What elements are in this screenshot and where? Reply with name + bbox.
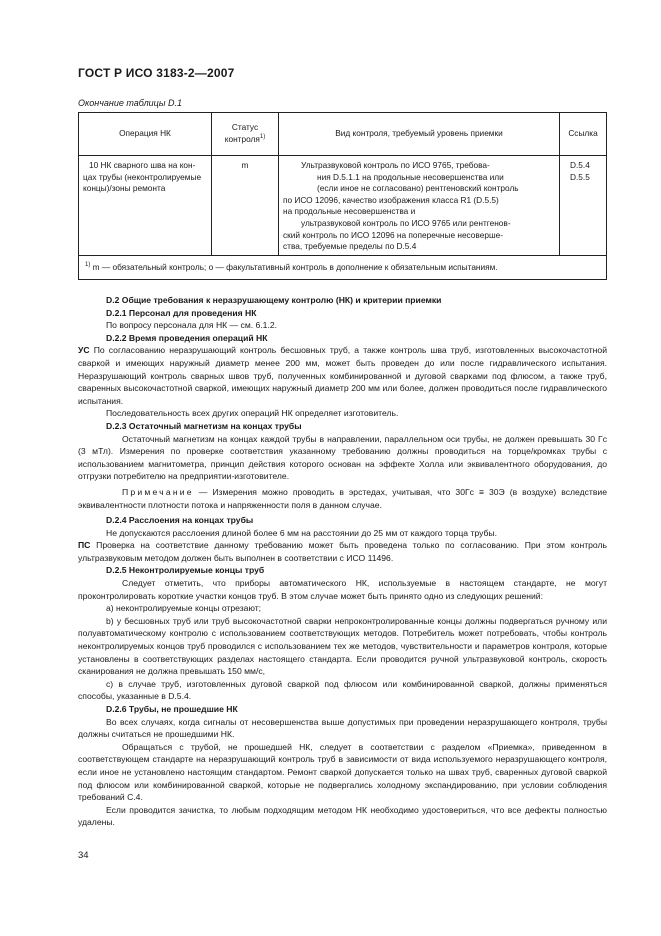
- paragraph: Следует отметить, что приборы автоматического НК, используемые в настоящем стандарте, не могут проконтролировать короткие участки концов труб. В этом случае может быть принято одно из следующих решений:: [78, 578, 607, 601]
- table-footnote-row: [79, 255, 607, 280]
- requirement-tag-us: УС: [78, 345, 90, 356]
- col-status-footnote-mark: 1): [259, 134, 266, 141]
- list-item: b) у бесшовных труб или труб высокочастотной сварки непроконтролированные концы должны подвергаться ручному или полуавтоматическому контролю с использованием соответствующих методов. Потребитель может потребовать, чтобы контроль неконтролируемых концов труб проводился с использованием тех же методов, чувствительности и параметров контроля, которые установлены в соответствующих разделах настоящего стандарта. Если проводится ручной ультразвуковой контроль, скорость сканирования не должна превышать 150 мм/с,: [78, 615, 607, 677]
- kind-line: ский контроль по ИСО 12096 на поперечные несоверше-: [283, 229, 503, 240]
- document-header: ГОСТ Р ИСО 3183-2—2007: [78, 66, 235, 80]
- operation-line: концы)/зоны ремонта: [83, 183, 166, 194]
- operation-line: 10 НК сварного шва на кон-: [89, 160, 196, 170]
- section-heading-d25: D.2.5 Неконтролируемые концы труб: [106, 565, 265, 576]
- cell-operation: [79, 156, 212, 256]
- section-heading-d2: D.2 Общие требования к неразрушающему контролю (НК) и критерии приемки: [106, 295, 442, 305]
- document-body: [78, 294, 607, 829]
- kind-line: Ультразвуковой контроль по ИСО 9765, требова-: [301, 160, 490, 170]
- list-item: с) в случае труб, изготовленных дуговой сваркой под флюсом или комбинированной сваркой, должны применяться способы, указанные в D.5.4.: [78, 678, 607, 702]
- paragraph: Не допускаются расслоения длиной более 6 мм на расстоянии до 25 мм от каждого торца трубы.: [106, 527, 497, 538]
- cell-status: m: [212, 156, 279, 256]
- paragraph: Остаточный магнетизм на концах каждой трубы в направлении, параллельном оси трубы, не должен превышать 30 Гс (3 мТл). Измерения по проверке соответствия указанному требованию должны проводиться на торце/кромках трубы с использованием магнитометра, принцип действия которого основан на эффекте Холла или эквивалентного оборудования, до отгрузки потребителю на предприятии-изготовителе.: [78, 433, 607, 482]
- cell-reference: [560, 156, 607, 256]
- col-ref-header: Ссылка: [560, 113, 607, 156]
- col-kind-header: Вид контроля, требуемый уровень приемки: [279, 113, 560, 156]
- reference-item: D.5.5: [570, 171, 590, 182]
- cell-kind: [279, 156, 560, 256]
- paragraph: Обращаться с трубой, не прошедшей НК, следует в соответствии с разделом «Приемка», приведенном в соответствующем стандарте на неразрушающий контроль труб в зависимости от вида используемого неразрушающего контроля, если иное не установлено настоящим стандартом. Ремонт сваркой допускается только на швах труб, сваренных дуговой сваркой под флюсом или комбинированной сваркой, которые не подвергались холодному экспандированию, при условии соблюдения требований С.4.: [78, 741, 607, 803]
- note-label: Примечание: [122, 486, 194, 497]
- paragraph: Последовательность всех других операций НК определяет изготовитель.: [106, 408, 399, 419]
- paragraph: Если проводится зачистка, то любым подходящим методом НК необходимо удостовериться, что все дефекты полностью удалены.: [78, 804, 607, 828]
- footnote-mark: 1): [85, 261, 91, 268]
- paragraph: [78, 539, 607, 564]
- ndt-table: [78, 112, 607, 280]
- kind-line: ультразвуковой контроль по ИСО 9765 или рентгенов-: [301, 217, 511, 228]
- table-caption: Окончание таблицы D.1: [78, 98, 182, 108]
- kind-line: ния D.5.1.1 на продольные несовершенства или: [317, 171, 504, 182]
- kind-line: по ИСО 12096, качество изображения класса R1 (D.5.5): [283, 194, 499, 205]
- table-row: [79, 156, 607, 256]
- section-heading-d22: D.2.2 Время проведения операций НК: [106, 332, 268, 343]
- section-heading-d21: D.2.1 Персонал для проведения НК: [106, 307, 257, 318]
- paragraph: [78, 344, 607, 407]
- col-status-label: Статус контроля: [224, 122, 260, 144]
- table-footnote: [79, 255, 607, 280]
- paragraph-text: Проверка на соответствие данному требованию может быть проведена только по согласованию. При этом контроль ультразвуковым методом должен быть выполнен в соответствии с ИСО 11496.: [78, 540, 607, 563]
- paragraph: По вопросу персонала для НК — см. 6.1.2.: [106, 320, 278, 331]
- reference-item: D.5.4: [570, 160, 590, 170]
- section-heading-d23: D.2.3 Остаточный магнетизм на концах трубы: [106, 420, 302, 431]
- footnote-text: m — обязательный контроль; о — факультативный контроль в дополнение к обязательным испытаниям.: [92, 261, 498, 272]
- note-text: — Измерения можно проводить в эрстедах, учитывая, что 30Гс ≡ 30Э (в воздухе) вследствие эквивалентности плотности потока и напряженности поля в данном случае.: [78, 486, 607, 510]
- col-operation-header: Операция НК: [79, 113, 212, 156]
- section-heading-d24: D.2.4 Расслоения на концах трубы: [106, 515, 254, 526]
- requirement-tag-ps: ПС: [78, 540, 91, 551]
- page-number: 34: [78, 850, 89, 861]
- note: [78, 486, 607, 511]
- kind-line: на продольные несовершенства и: [283, 206, 416, 217]
- paragraph-text: По согласованию неразрушающий контроль бесшовных труб, а также контроль шва труб, изготовленных высокочастотной сваркой и имеющих наружный диаметр менее 200 мм, может быть проведен до или после гидравлического испытания. Неразрушающий контроль сварных швов труб, полученных комбинированной и дуговой сварками под флюсом, а также труб, сваренных высокочастотной сваркой, имеющих наружный диаметр 200 мм или более, должен проводиться после гидравлического испытания.: [78, 345, 607, 406]
- table-header-row: [79, 113, 607, 156]
- kind-line: ства, требуемые пределы по D.5.4: [283, 241, 417, 252]
- operation-line: цах трубы (неконтролируемые: [83, 171, 202, 182]
- paragraph: Во всех случаях, когда сигналы от несовершенства выше допустимых при проведении неразрушающего контроля, трубы должны считаться не прошедшими НК.: [78, 716, 607, 740]
- col-status-header: [212, 113, 279, 156]
- list-item: а) неконтролируемые концы отрезают;: [106, 603, 262, 614]
- kind-line: (если иное не согласовано) рентгеновский контроль: [317, 183, 519, 194]
- section-heading-d26: D.2.6 Трубы, не прошедшие НК: [106, 704, 238, 714]
